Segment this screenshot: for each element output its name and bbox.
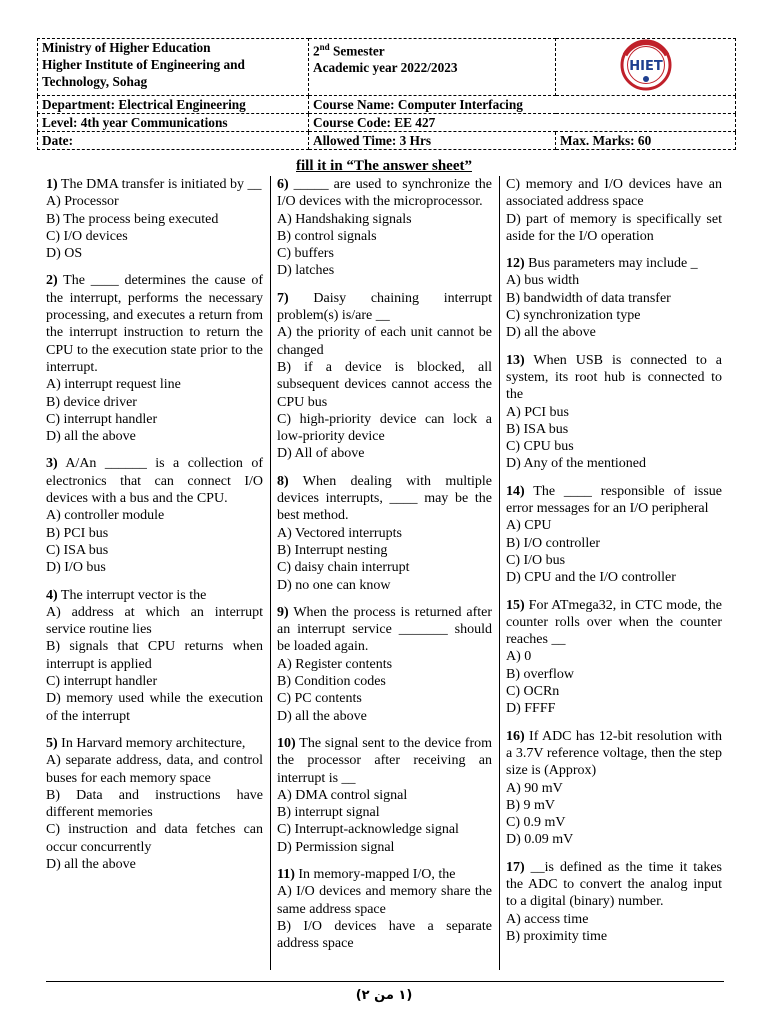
- question-stem: The ____ determines the cause of the interrupt, performs the necessary processing, and executes a return from the interrupt instruction to return the CPU to the execution state prior to the interrupt.: [46, 273, 263, 375]
- allowed-time: Allowed Time: 3 Hrs: [309, 132, 556, 150]
- option: C) interrupt handler: [46, 411, 158, 427]
- option: D) FFFF: [506, 701, 556, 717]
- option: A) 90 mV: [506, 780, 563, 796]
- option: B) ISA bus: [506, 421, 569, 437]
- option: D) all the above: [46, 856, 136, 872]
- question-number: 10): [277, 735, 296, 751]
- option: A) 0: [506, 649, 532, 665]
- question-stem: In memory-mapped I/O, the: [294, 866, 456, 882]
- option: A) Handshaking signals: [277, 211, 412, 227]
- ministry-line-2: Higher Institute of Engineering and: [42, 57, 245, 72]
- option: B) if a device is blocked, all subsequent devices cannot access the CPU bus: [277, 359, 492, 410]
- question-15: [506, 597, 722, 718]
- question-number: 11): [277, 866, 295, 882]
- academic-year: Academic year 2022/2023: [313, 60, 458, 76]
- option: B) I/O controller: [506, 535, 601, 551]
- question-number: 1): [46, 177, 58, 192]
- question-11: [277, 866, 492, 952]
- option: B) overflow: [506, 666, 575, 682]
- question-stem: The DMA transfer is initiated by __: [57, 177, 262, 192]
- question-stem: The interrupt vector is the: [57, 587, 207, 603]
- option: B) Condition codes: [277, 674, 386, 690]
- column-divider: [499, 176, 500, 970]
- option: C) instruction and data fetches can occur concurrently: [46, 822, 263, 855]
- question-1: [46, 176, 263, 262]
- option: D) no one can know: [277, 577, 391, 593]
- option: B) 9 mV: [506, 797, 555, 813]
- question-8: [277, 473, 492, 594]
- question-17: [506, 859, 722, 945]
- level: Level: 4th year Communications: [38, 114, 309, 132]
- option: C) memory and I/O devices have an associated address space: [506, 177, 722, 210]
- question-number: 17): [506, 859, 525, 875]
- semester-number: 2: [313, 43, 320, 59]
- institution-cell: [38, 39, 309, 96]
- question-stem: When USB is connected to a system, its root hub is connected to the: [506, 352, 722, 403]
- question-stem: In Harvard memory architecture,: [57, 735, 246, 751]
- option: A) Processor: [46, 194, 119, 210]
- question-stem: When the process is returned after an interrupt service _______ should be loaded again.: [277, 604, 492, 655]
- option: B) Data and instructions have different memories: [46, 787, 263, 821]
- page-number: (١ من ٢): [355, 988, 413, 1003]
- option: A) separate address, data, and control buses for each memory space: [46, 753, 263, 786]
- option: C) OCRn: [506, 684, 560, 700]
- option: C) Interrupt-acknowledge signal: [277, 822, 459, 838]
- option: B) control signals: [277, 228, 377, 244]
- question-number: 7): [277, 290, 289, 306]
- questions-column-middle: [277, 176, 492, 962]
- semester-cell: [309, 39, 556, 96]
- instruction-text: fill it in “The answer sheet”: [296, 158, 472, 174]
- question-5: [46, 735, 263, 873]
- option: B) signals that CPU returns when interrupt is applied: [46, 639, 263, 672]
- option: D) latches: [277, 263, 335, 279]
- option: A) bus width: [506, 273, 580, 289]
- questions-column-right: [506, 176, 722, 955]
- footer-rule: [46, 981, 724, 982]
- question-stem: For ATmega32, in CTC mode, the counter rolls over when the counter reaches __: [506, 597, 722, 648]
- question-4: [46, 587, 263, 725]
- option: C) synchronization type: [506, 308, 641, 324]
- question-16: [506, 728, 722, 849]
- option: A) interrupt request line: [46, 377, 181, 393]
- question-number: 6): [277, 177, 289, 192]
- logo-cell: [556, 39, 736, 96]
- semester: [313, 39, 551, 59]
- question-2: [46, 272, 263, 445]
- option: A) address at which an interrupt service routine lies: [46, 604, 263, 638]
- option: C) ISA bus: [46, 542, 109, 558]
- exam-header: [37, 38, 736, 150]
- option: B) device driver: [46, 394, 137, 410]
- option: D) Any of the mentioned: [506, 456, 646, 472]
- question-10: [277, 735, 492, 856]
- option: D) I/O bus: [46, 560, 106, 576]
- option: B) proximity time: [506, 928, 608, 944]
- option: C) I/O bus: [506, 552, 566, 568]
- date: Date:: [38, 132, 309, 150]
- option: B) Interrupt nesting: [277, 542, 388, 558]
- option: A) the priority of each unit cannot be changed: [277, 325, 492, 358]
- question-stem: A/An ______ is a collection of electronics that can connect I/O devices with a bus and the CPU.: [46, 456, 263, 507]
- question-number: 15): [506, 597, 525, 613]
- question-12: [506, 255, 722, 341]
- option: D) all the above: [277, 708, 367, 724]
- option: B) The process being executed: [46, 211, 219, 227]
- question-number: 9): [277, 604, 289, 620]
- option: D) all the above: [506, 325, 596, 341]
- option: D) All of above: [277, 446, 365, 462]
- option: D) memory used while the execution of the interrupt: [46, 691, 263, 724]
- question-number: 3): [46, 456, 58, 472]
- semester-suffix: nd: [319, 42, 330, 52]
- option: A) CPU: [506, 518, 552, 534]
- option: C) daisy chain interrupt: [277, 560, 410, 576]
- option: A) DMA control signal: [277, 787, 408, 803]
- question-number: 2): [46, 273, 58, 289]
- question-number: 13): [506, 352, 525, 368]
- question-13: [506, 352, 722, 473]
- option: D) part of memory is specifically set aside for the I/O operation: [506, 211, 722, 244]
- semester-word: Semester: [329, 43, 385, 59]
- option: C) PC contents: [277, 691, 362, 707]
- option: D) 0.09 mV: [506, 832, 574, 848]
- option: C) I/O devices: [46, 228, 128, 244]
- option: B) interrupt signal: [277, 805, 380, 821]
- option: D) Permission signal: [277, 839, 395, 855]
- ministry-line-1: Ministry of Higher Education: [42, 40, 211, 55]
- question-7: [277, 290, 492, 463]
- question-number: 4): [46, 587, 58, 603]
- option: A) controller module: [46, 508, 165, 524]
- option: A) I/O devices and memory share the same address space: [277, 884, 492, 917]
- max-marks: Max. Marks: 60: [556, 132, 736, 150]
- column-divider: [270, 176, 271, 970]
- option: B) I/O devices have a separate address space: [277, 918, 492, 952]
- question-11-continued: [506, 176, 722, 245]
- option: B) bandwidth of data transfer: [506, 290, 671, 306]
- question-stem: The signal sent to the device from the processor after receiving an interrupt is __: [277, 735, 492, 786]
- question-stem: _____ are used to synchronize the I/O devices with the microprocessor.: [277, 177, 492, 210]
- option: D) OS: [46, 246, 83, 262]
- ministry-line-3: Technology, Sohag: [42, 74, 148, 89]
- course-code: Course Code: EE 427: [309, 114, 736, 132]
- option: C) high-priority device can lock a low-priority device: [277, 411, 492, 445]
- course-name: Course Name: Computer Interfacing: [309, 96, 736, 114]
- question-stem: Bus parameters may include _: [524, 256, 698, 272]
- option: C) buffers: [277, 246, 334, 262]
- option: A) Register contents: [277, 656, 393, 672]
- logo-text: HIET: [628, 59, 663, 74]
- question-number: 5): [46, 735, 58, 751]
- question-number: 12): [506, 256, 525, 272]
- option: A) Vectored interrupts: [277, 525, 402, 541]
- questions-column-left: [46, 176, 263, 883]
- question-number: 8): [277, 473, 289, 489]
- question-number: 16): [506, 728, 525, 744]
- question-stem: If ADC has 12-bit resolution with a 3.7V reference voltage, then the step size is (Approx): [506, 728, 722, 779]
- question-6: [277, 176, 492, 280]
- question-stem: When dealing with multiple devices interrupts, ____ may be the best method.: [277, 473, 492, 524]
- option: A) PCI bus: [506, 404, 570, 420]
- department: Department: Electrical Engineering: [38, 96, 309, 114]
- question-stem: The ____ responsible of issue error messages for an I/O peripheral: [506, 483, 722, 517]
- question-number: 14): [506, 483, 525, 499]
- option: B) PCI bus: [46, 525, 109, 541]
- question-stem: Daisy chaining interrupt problem(s) is/are __: [277, 290, 492, 324]
- instruction-heading: [0, 157, 768, 175]
- question-3: [46, 455, 263, 576]
- question-stem: __is defined as the time it takes the ADC to convert the analog input to a digital (binary) number.: [506, 859, 722, 910]
- option: C) CPU bus: [506, 439, 574, 455]
- option: A) access time: [506, 911, 589, 927]
- option: C) 0.9 mV: [506, 815, 566, 831]
- option: D) all the above: [46, 429, 136, 445]
- institute-logo-icon: [615, 39, 677, 91]
- question-9: [277, 604, 492, 725]
- question-14: [506, 483, 722, 587]
- option: D) CPU and the I/O controller: [506, 570, 676, 586]
- option: C) interrupt handler: [46, 674, 158, 690]
